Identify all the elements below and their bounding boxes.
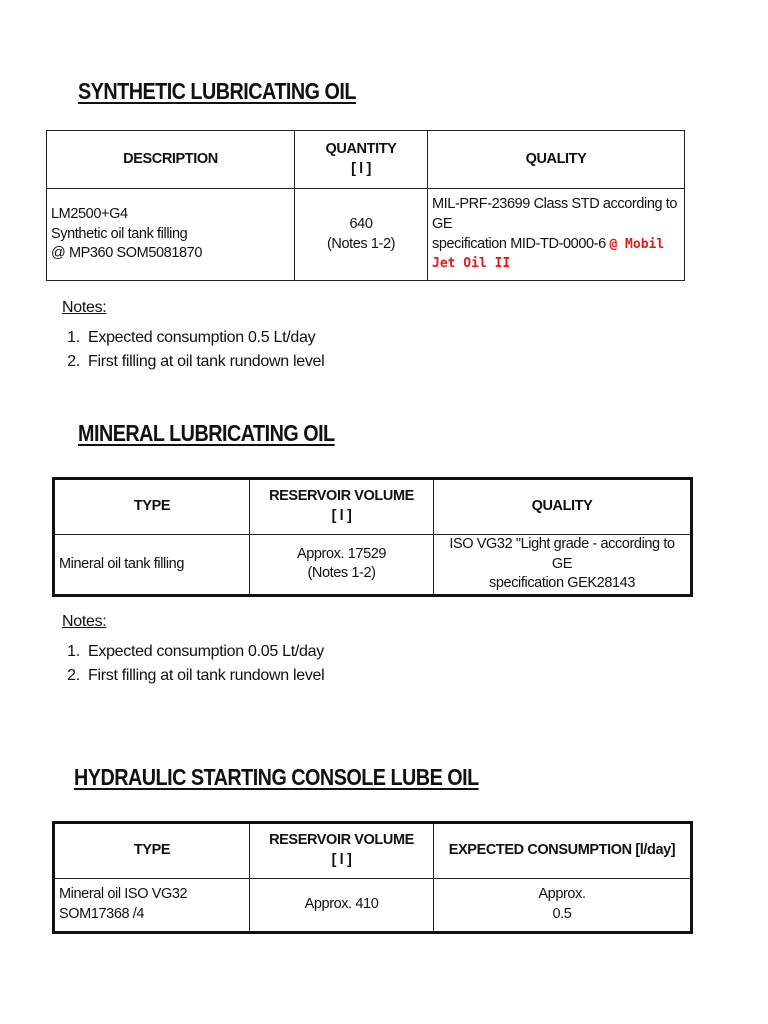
- notes-synthetic: [62, 296, 324, 374]
- quality-line: ISO VG32 "Light grade - according to GE: [449, 536, 675, 572]
- mineral-oil-table: [52, 477, 693, 597]
- column-header-type: TYPE: [54, 479, 250, 535]
- reservoir-label: RESERVOIR VOLUME: [269, 832, 414, 849]
- note-item: 2. First filling at oil tank rundown level: [84, 664, 324, 688]
- column-header-quality: QUALITY: [428, 131, 685, 189]
- description-line: Synthetic oil tank filling: [51, 225, 188, 242]
- reservoir-unit: [ l ]: [331, 852, 352, 868]
- description-cell: [47, 189, 295, 281]
- quantity-label: QUANTITY: [325, 140, 397, 157]
- note-item: 2. First filling at oil tank rundown level: [84, 350, 324, 374]
- column-header-expected-consumption: EXPECTED CONSUMPTION [l/day]: [434, 823, 692, 879]
- section-heading-hydraulic: HYDRAULIC STARTING CONSOLE LUBE OIL: [74, 764, 479, 790]
- notes-mineral: [62, 610, 324, 688]
- quality-highlight: @ Mobil Jet Oil II: [432, 236, 665, 272]
- description-line: LM2500+G4: [51, 206, 128, 223]
- table-row: [54, 879, 692, 933]
- table-header-row: [54, 823, 692, 879]
- table-row: [54, 535, 692, 596]
- quality-spec: specification MID-TD-0000-6: [432, 235, 606, 252]
- type-cell: Mineral oil tank filling: [54, 535, 250, 596]
- table-header-row: [54, 479, 692, 535]
- type-line: Mineral oil ISO VG32: [59, 886, 188, 903]
- volume-cell: [250, 535, 434, 596]
- quality-line: [432, 235, 680, 274]
- notes-title: Notes:: [62, 299, 107, 316]
- hydraulic-oil-table: [52, 821, 693, 934]
- table-row: [47, 189, 685, 281]
- column-header-description: DESCRIPTION: [47, 131, 295, 189]
- column-header-reservoir-volume: [250, 479, 434, 535]
- quantity-note: (Notes 1-2): [326, 235, 396, 252]
- synthetic-oil-table: [46, 130, 685, 281]
- note-item: 1. Expected consumption 0.5 Lt/day: [84, 326, 324, 350]
- quantity-value: 640: [349, 215, 373, 232]
- type-line: SOM17368 /4: [59, 906, 145, 922]
- consumption-label: Approx.: [538, 886, 586, 903]
- quantity-unit: [ l ]: [351, 160, 371, 177]
- reservoir-unit: [ l ]: [331, 508, 352, 524]
- column-header-reservoir-volume: [250, 823, 434, 879]
- table-header-row: [47, 131, 685, 189]
- quality-cell: [428, 189, 685, 281]
- section-heading-mineral: MINERAL LUBRICATING OIL: [78, 420, 335, 446]
- note-item: 1. Expected consumption 0.05 Lt/day: [84, 640, 324, 664]
- quality-cell: [434, 535, 692, 596]
- column-header-quality: QUALITY: [434, 479, 692, 535]
- quality-line: MIL-PRF-23699 Class STD according to GE: [432, 196, 678, 232]
- quantity-cell: [295, 189, 428, 281]
- description-line: @ MP360 SOM5081870: [51, 245, 202, 262]
- notes-title: Notes:: [62, 613, 107, 630]
- section-heading-synthetic: SYNTHETIC LUBRICATING OIL: [78, 78, 356, 104]
- reservoir-label: RESERVOIR VOLUME: [269, 488, 414, 505]
- volume-cell: Approx. 410: [250, 879, 434, 933]
- volume-note: (Notes 1-2): [307, 565, 376, 582]
- column-header-type: TYPE: [54, 823, 250, 879]
- consumption-value: 0.5: [552, 906, 572, 922]
- column-header-quantity: [295, 131, 428, 189]
- consumption-cell: [434, 879, 692, 933]
- type-cell: [54, 879, 250, 933]
- quality-line: specification GEK28143: [489, 575, 635, 592]
- volume-value: Approx. 17529: [296, 545, 387, 562]
